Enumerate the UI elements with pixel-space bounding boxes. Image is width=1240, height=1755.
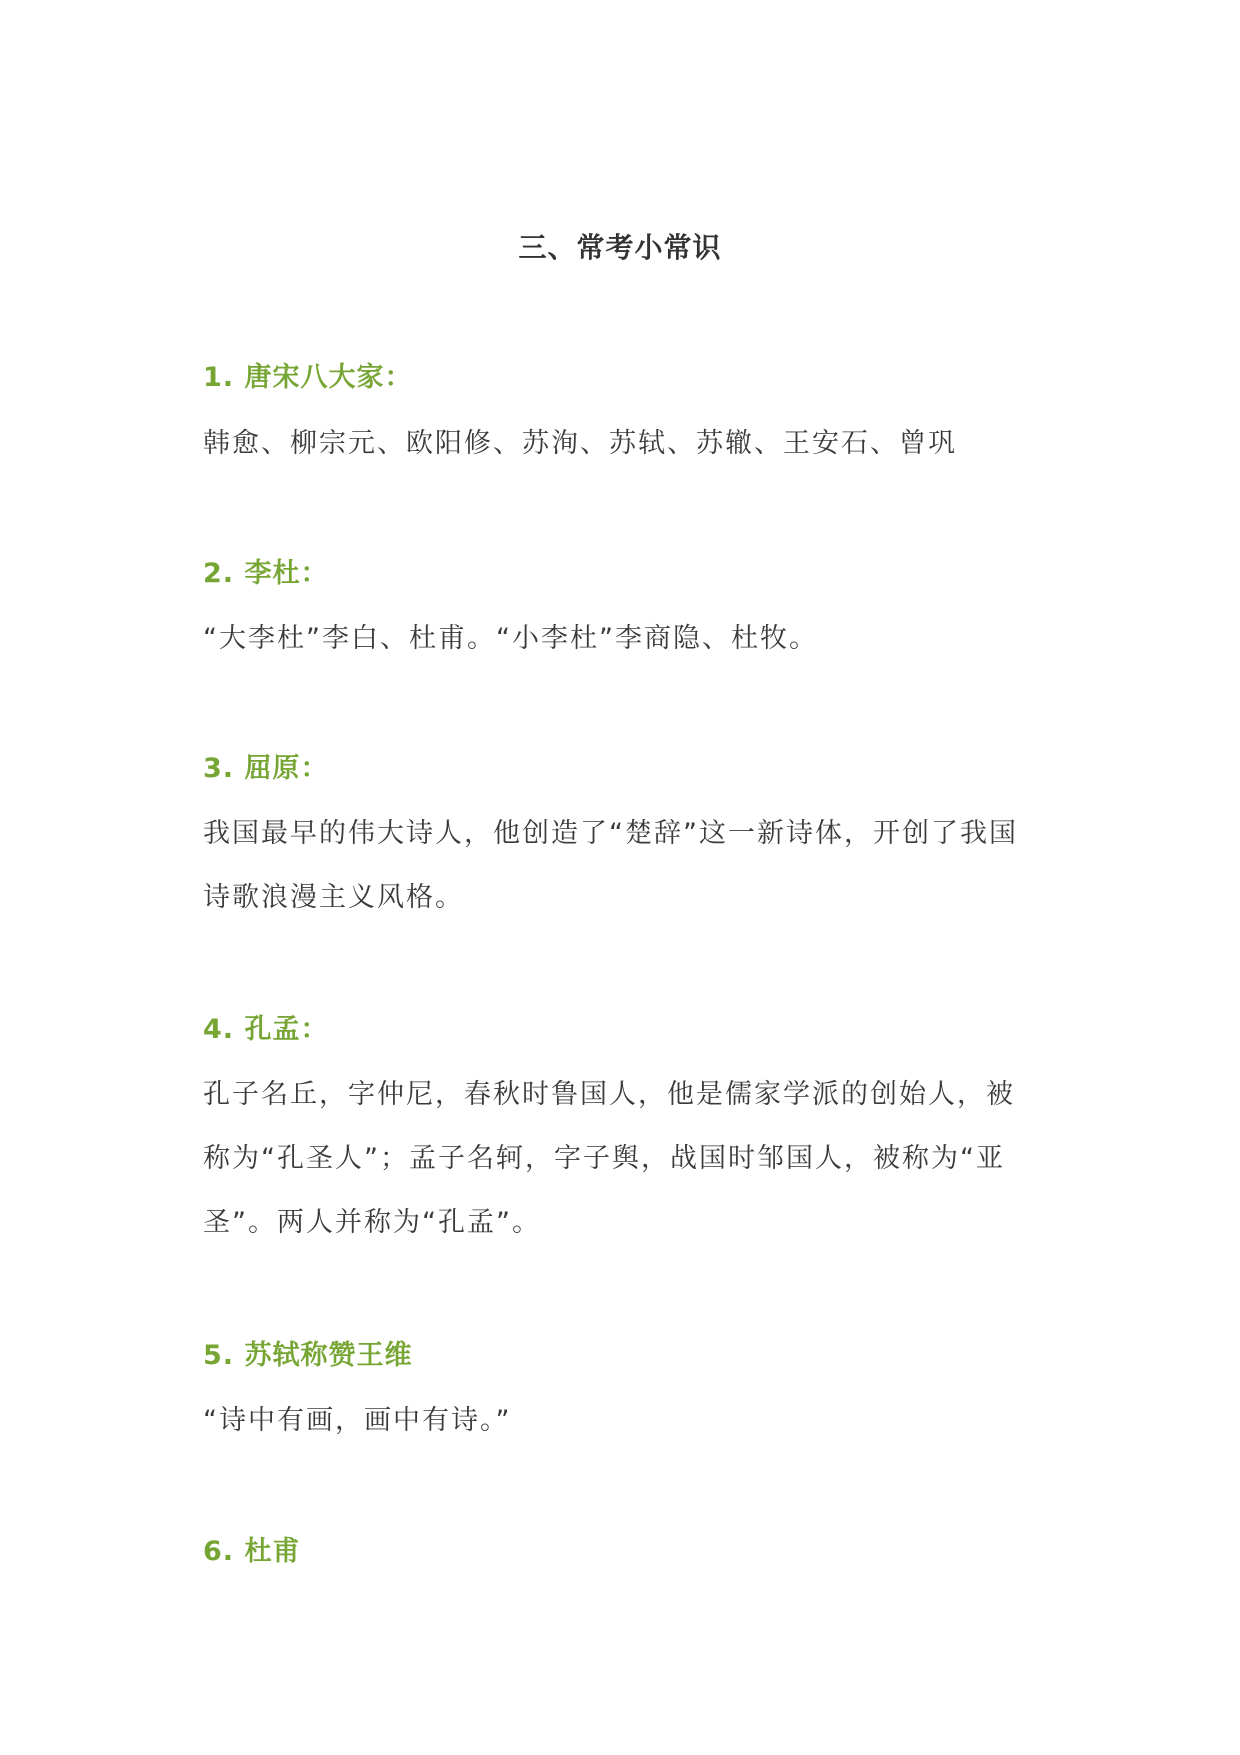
section-body-1: 韩愈、柳宗元、欧阳修、苏洵、苏轼、苏辙、王安石、曾巩	[203, 428, 957, 459]
section-heading-6: 6. 杜甫	[203, 1536, 301, 1567]
section-heading-4: 4. 孔孟：	[203, 1014, 329, 1045]
section-body-4: 孔子名丘，字仲尼，春秋时鲁国人，他是儒家学派的创始人，被称为“孔圣人”；孟子名轲，字子舆，战国时邹国人，被称为“亚圣”。两人并称为“孔孟”。	[203, 1079, 1015, 1238]
section-heading-1: 1. 唐宋八大家：	[203, 362, 413, 393]
section-body-2: “大李杜”李白、杜甫。“小李杜”李商隐、杜牧。	[203, 623, 818, 654]
page-title: 三、常考小常识	[518, 231, 722, 264]
section-heading-3: 3. 屈原：	[203, 753, 329, 784]
section-body-3: 我国最早的伟大诗人，他创造了“楚辞”这一新诗体，开创了我国诗歌浪漫主义风格。	[203, 818, 1018, 913]
section-heading-5: 5. 苏轼称赞王维	[203, 1340, 413, 1371]
section-heading-2: 2. 李杜：	[203, 558, 329, 589]
section-body-5: “诗中有画，画中有诗。”	[203, 1405, 512, 1436]
